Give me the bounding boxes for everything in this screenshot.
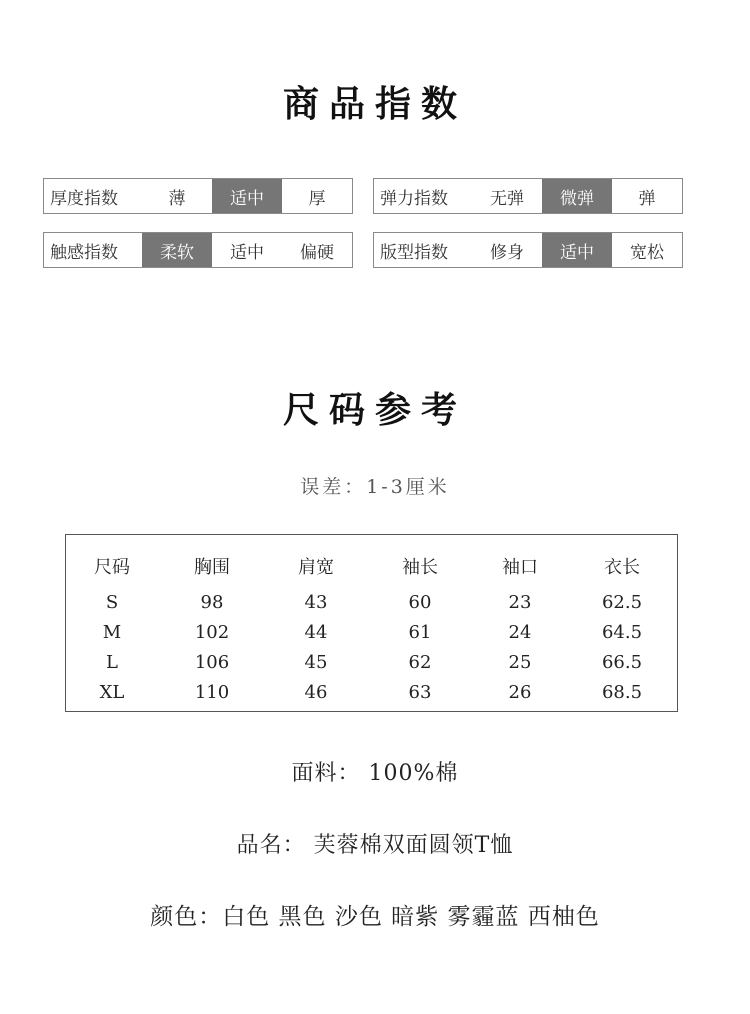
table-cell: 98 bbox=[200, 592, 224, 613]
table-cell: 43 bbox=[304, 592, 328, 613]
table-cell: 64.5 bbox=[601, 622, 643, 643]
table-header-cell: 袖口 bbox=[502, 557, 538, 578]
table-header-cell: 袖长 bbox=[402, 557, 438, 578]
index-option: 无弹 bbox=[490, 188, 524, 209]
table-header-cell: 胸围 bbox=[194, 557, 230, 578]
table-header-cell: 尺码 bbox=[94, 557, 130, 578]
table-cell: 26 bbox=[508, 682, 532, 703]
table-cell: 68.5 bbox=[601, 682, 643, 703]
index-option: 宽松 bbox=[630, 242, 664, 263]
table-cell: 106 bbox=[194, 652, 230, 673]
index-option-selected: 柔软 bbox=[142, 233, 212, 267]
size-table bbox=[65, 534, 678, 712]
table-cell: 46 bbox=[304, 682, 328, 703]
table-cell: 24 bbox=[508, 622, 532, 643]
tolerance-note: 误差：1-3厘米 bbox=[300, 476, 450, 498]
index-section-title: 商品指数 bbox=[282, 83, 467, 125]
index-option: 厚 bbox=[308, 188, 326, 209]
index-option: 薄 bbox=[168, 188, 186, 209]
table-cell: 23 bbox=[508, 592, 532, 613]
fabric-info: 面料： 100%棉 bbox=[291, 761, 459, 786]
table-row bbox=[66, 648, 677, 678]
table-cell: 110 bbox=[194, 682, 230, 703]
index-option-selected: 适中 bbox=[542, 233, 612, 267]
size-section-title: 尺码参考 bbox=[282, 389, 467, 431]
table-cell: 62 bbox=[408, 652, 432, 673]
table-cell: 62.5 bbox=[601, 592, 643, 613]
index-label: 触感指数 bbox=[50, 242, 118, 263]
table-row bbox=[66, 618, 677, 648]
table-cell: 63 bbox=[408, 682, 432, 703]
index-label: 厚度指数 bbox=[50, 188, 118, 209]
table-cell: M bbox=[102, 622, 122, 643]
table-cell: L bbox=[106, 652, 118, 673]
index-label: 版型指数 bbox=[380, 242, 448, 263]
table-header-cell: 衣长 bbox=[604, 557, 640, 578]
table-row bbox=[66, 588, 677, 618]
index-row-fit bbox=[373, 232, 683, 268]
table-cell: 25 bbox=[508, 652, 532, 673]
index-option: 弹 bbox=[638, 188, 656, 209]
product-name-info: 品名： 芙蓉棉双面圆领T恤 bbox=[236, 833, 514, 858]
table-header-cell: 肩宽 bbox=[298, 557, 334, 578]
index-option: 偏硬 bbox=[300, 242, 334, 263]
table-cell: 61 bbox=[408, 622, 432, 643]
table-cell: XL bbox=[99, 682, 125, 703]
index-label: 弹力指数 bbox=[380, 188, 448, 209]
table-cell: 60 bbox=[408, 592, 432, 613]
index-option-selected: 适中 bbox=[212, 179, 282, 213]
table-cell: 45 bbox=[304, 652, 328, 673]
table-cell: 102 bbox=[194, 622, 230, 643]
index-row-elasticity bbox=[373, 178, 683, 214]
table-cell: 44 bbox=[304, 622, 328, 643]
index-option: 修身 bbox=[490, 242, 524, 263]
index-row-thickness bbox=[43, 178, 353, 214]
index-row-touch bbox=[43, 232, 353, 268]
table-cell: S bbox=[105, 592, 119, 613]
index-option: 适中 bbox=[230, 242, 264, 263]
table-row bbox=[66, 678, 677, 708]
table-cell: 66.5 bbox=[601, 652, 643, 673]
colors-info: 颜色：白色 黑色 沙色 暗紫 雾霾蓝 西柚色 bbox=[150, 904, 600, 930]
table-header-row bbox=[66, 553, 677, 583]
index-option-selected: 微弹 bbox=[542, 179, 612, 213]
